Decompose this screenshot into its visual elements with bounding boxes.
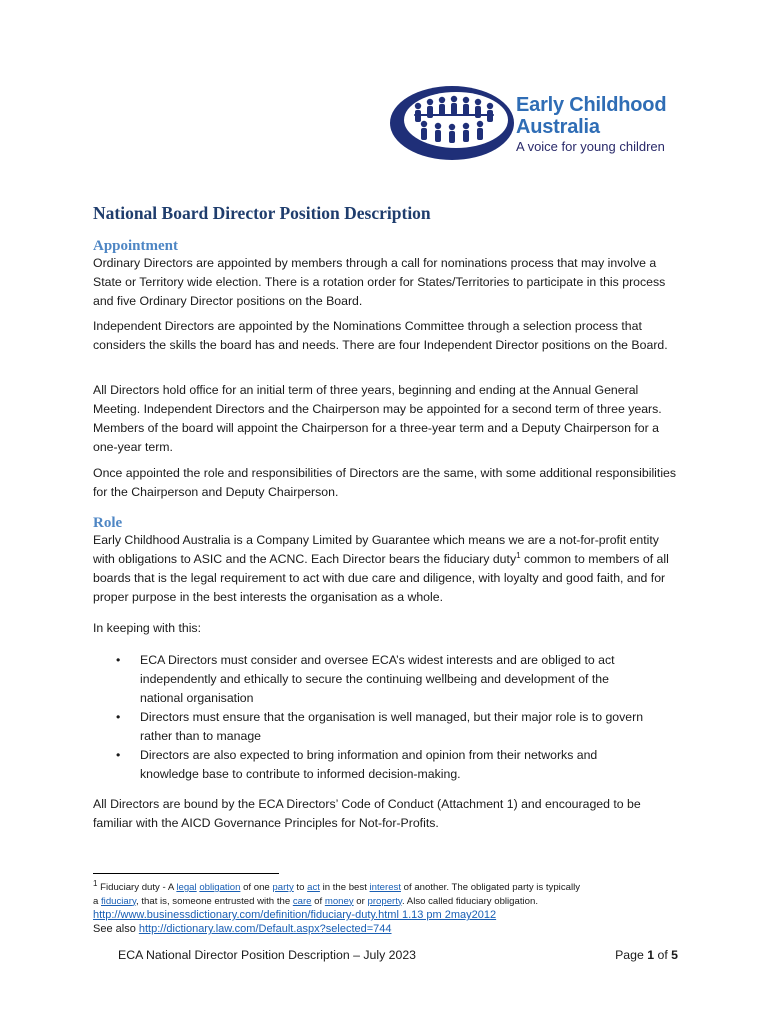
eca-logo [388,84,680,164]
appointment-paragraph-1: Ordinary Directors are appointed by members through a call for nominations process that may involve a State or Territory wide election. There is a rotation order for States/Territories to participate in this process and five Ordinary Director positions on the Board. [93,256,666,308]
link-money[interactable]: money [324,895,354,907]
see-also-label: See also [93,923,139,935]
logo-line-1: Early Childhood [516,94,667,116]
appointment-paragraph-3: All Directors hold office for an initial term of three years, beginning and ending at the Annual General Meeting. Independent Directors and the Chairperson may be appointed for a second term of three years. Members of the board will appoint the Chairperson for a three-year term and a Deputy Chairperson for a one-year term. [93,383,662,454]
link-property[interactable]: property [367,895,402,907]
bullet-text: ECA Directors must consider and oversee ECA’s widest interests and are obliged to act independently and ethically to secure the continuing wellbeing and development of the national organisation [140,653,615,705]
role-paragraph-1 [93,531,679,607]
footnote-text: Fiduciary duty - A [97,882,177,893]
footnote-text: , that is, someone entrusted with the [136,895,293,907]
footnote-text: . Also called fiduciary obligation. [402,895,538,907]
link-businessdictionary[interactable]: http://www.businessdictionary.com/definition/fiduciary-duty.html 1.13 pm 2may2012 [93,909,497,921]
footer-document-title: ECA National Director Position Description – July 2023 [118,948,417,962]
footnote-line-2 [93,895,693,909]
link-interest[interactable]: interest [369,882,401,893]
link-party[interactable]: party [272,882,294,893]
footnote-text: of [311,895,325,907]
role-paragraph-1-a: Early Childhood Australia is a Company Limited by Guarantee which means we are a not-for-profit entity with obligations to ASIC and the ACNC. Each Director bears the fiduciary duty [93,533,659,566]
logo-line-2: Australia [516,116,600,138]
heading-role: Role [93,515,123,531]
role-paragraph-1-b: common to members of all boards that is the legal requirement to act with due care and diligence, with loyalty and good faith, and for proper purpose in the best interests the organisation as a whole. [93,552,669,604]
appointment-paragraph-2: Independent Directors are appointed by the Nominations Committee through a selection process that considers the skills the board has and needs. There are four Independent Director positions on the Board. [93,319,668,352]
bullet-icon: • [116,710,121,724]
list-item [93,651,653,708]
link-act[interactable]: act [307,882,320,893]
appointment-paragraph-4: Once appointed the role and responsibilities of Directors are the same, with some additional responsibilities for the Chairperson and Deputy Chairperson. [93,466,677,499]
logo-wordmark [516,94,666,156]
bullet-icon: • [116,653,121,667]
bullet-text: Directors are also expected to bring information and opinion from their networks and knowledge base to contribute to informed decision-making. [140,748,598,781]
page-total: 5 [671,948,678,962]
children-ring-logo-icon [388,84,516,162]
footnote-number: 1 [93,878,98,888]
role-intro: In keeping with this: [93,621,202,635]
page-title: National Board Director Position Description [93,203,431,223]
footnote-text: to [293,882,308,893]
link-fiduciary[interactable]: fiduciary [101,895,137,907]
footnote-ref[interactable]: 1 [516,550,521,560]
link-legal[interactable]: legal [176,882,197,893]
link-dictionary-law[interactable]: http://dictionary.law.com/Default.aspx?selected=744 [138,923,392,935]
footnote-text: a [93,895,102,907]
list-item [93,708,653,746]
page-word: Page [615,948,648,962]
footnote-text: in the best [319,882,370,893]
footnote-line-1 [93,878,693,895]
footnote-line-4 [93,922,693,936]
footnote-text: or [353,895,368,907]
footnote-text: of one [240,882,273,893]
footnote-line-3 [93,908,693,922]
logo-tagline: A voice for young children [516,139,665,154]
bullet-text: Directors must ensure that the organisation is well managed, but their major role is to govern rather than to manage [140,710,644,743]
footer-page-number [615,948,678,962]
role-closing: All Directors are bound by the ECA Directors’ Code of Conduct (Attachment 1) and encouraged to be familiar with the AICD Governance Principles for Not-for-Profits. [93,797,641,830]
footnote [93,878,693,936]
page-current: 1 [647,948,655,962]
of-word: of [654,948,672,962]
heading-appointment: Appointment [93,238,179,254]
bullet-icon: • [116,748,121,762]
list-item [93,746,653,784]
role-bullet-list [93,651,653,784]
footnote-text: of another. The obligated party is typically [401,882,581,893]
footnote-divider [93,873,279,874]
link-care[interactable]: care [292,895,312,907]
link-obligation[interactable]: obligation [199,882,241,893]
